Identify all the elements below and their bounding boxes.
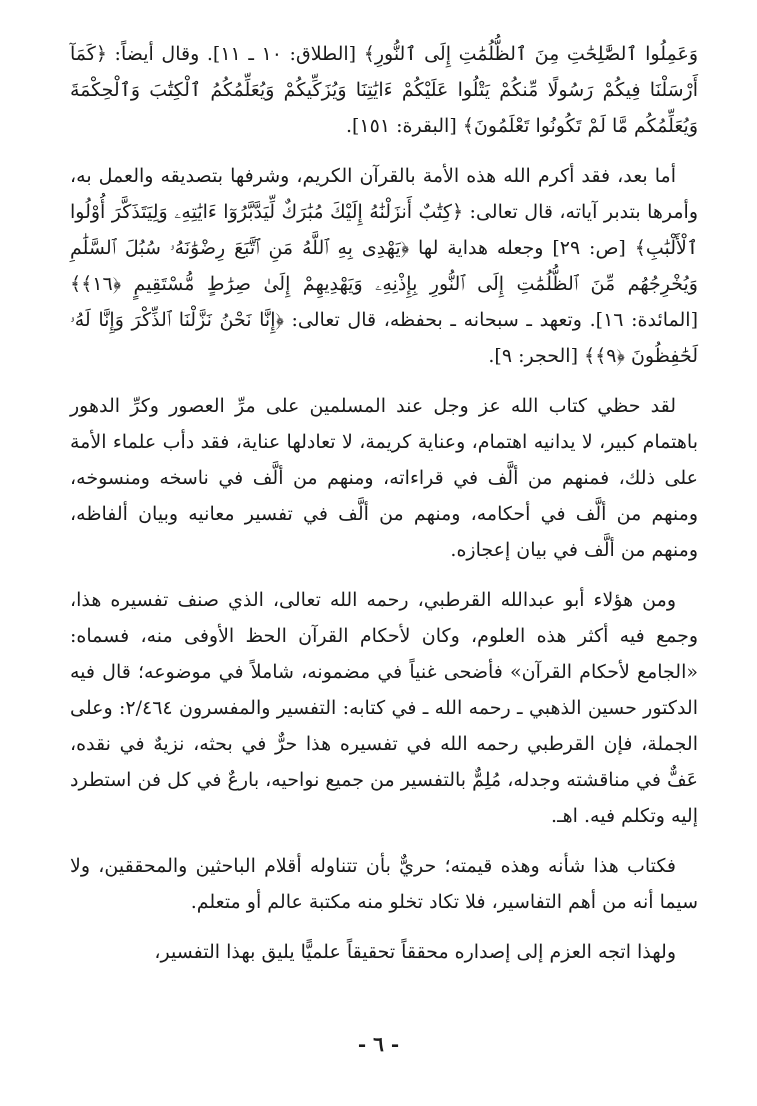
paragraph-book-value: فكتاب هذا شأنه وهذه قيمته؛ حريٌّ بأن تتناوله أقلام الباحثين والمحققين، ولا سيما أنه من أهم التفاسير، فلا تكاد تخلو منه مكتبة عالم أو متعلم. <box>70 855 698 913</box>
paragraph-quran-continuation: وَعَمِلُوا ٱلصَّٰلِحَٰتِ مِنَ ٱلظُّلُمَٰتِ إِلَى ٱلنُّورِ﴾ [الطلاق: ١٠ ـ ١١]. وقال أيضاً: ﴿كَمَآ أَرْسَلْنَا فِيكُمْ رَسُولًا مِّنكُمْ يَتْلُوا عَلَيْكُمْ ءَايَٰتِنَا وَيُزَكِّيكُمْ وَيُعَلِّمُكُمُ ٱلْكِتَٰبَ وَٱلْحِكْمَةَ وَيُعَلِّمُكُم مَّا لَمْ تَكُونُوا تَعْلَمُونَ﴾ [البقرة: ١٥١]. <box>70 43 698 137</box>
page-number: - ٦ - <box>357 1032 400 1056</box>
paragraph-scholars-care: لقد حظي كتاب الله عز وجل عند المسلمين على مرِّ العصور وكرِّ الدهور باهتمام كبير، لا يدانيه اهتمام، وعناية كريمة، لا تعادلها عناية، فقد دأب علماء الأمة على ذلك، فمنهم من ألَّف في قراءاته، ومنهم من ألَّف في ناسخه ومنسوخه، ومنهم من ألَّف في أحكامه، ومنهم من ألَّف في تفسير معانيه وبيان ألفاظه، ومنهم من ألَّف في بيان إعجازه. <box>70 395 698 561</box>
paragraph-qurtubi: ومن هؤلاء أبو عبدالله القرطبي، رحمه الله تعالى، الذي صنف تفسيره هذا، وجمع فيه أكثر هذه العلوم، وكان لأحكام القرآن الحظ الأوفى منه، فسماه: «الجامع لأحكام القرآن» فأضحى غنياً في مضمونه، شاملاً في موضوعه؛ قال فيه الدكتور حسين الذهبي ـ رحمه الله ـ في كتابه: التفسير والمفسرون ٢/٤٦٤: وعلى الجملة، فإن القرطبي رحمه الله في تفسيره هذا حرٌّ في بحثه، نزيهٌ في نقده، عَفٌّ في مناقشته وجدله، مُلِمٌّ بالتفسير من جميع نواحيه، بارعٌ في كل فن استطرد إليه وتكلم فيه. اهـ. <box>70 589 698 827</box>
paragraph-amma-baad: أما بعد، فقد أكرم الله هذه الأمة بالقرآن الكريم، وشرفها بتصديقه والعمل به، وأمرها بتدبر آياته، قال تعالى: ﴿كِتَٰبٌ أَنزَلْنَٰهُ إِلَيْكَ مُبَٰرَكٌ لِّيَدَّبَّرُوٓا ءَايَٰتِهِۦ وَلِيَتَذَكَّرَ أُوْلُوا ٱلْأَلْبَٰبِ﴾ [ص: ٢٩] وجعله هداية لها ﴿يَهْدِى بِهِ ٱللَّهُ مَنِ ٱتَّبَعَ رِضْوَٰنَهُۥ سُبُلَ ٱلسَّلَٰمِ وَيُخْرِجُهُم مِّنَ ٱلظُّلُمَٰتِ إِلَى ٱلنُّورِ بِإِذْنِهِۦ وَيَهْدِيهِمْ إِلَىٰ صِرَٰطٍ مُّسْتَقِيمٍ ﴿١٦﴾﴾ [المائدة: ١٦]. وتعهد ـ سبحانه ـ بحفظه، قال تعالى: ﴿إِنَّا نَحْنُ نَزَّلْنَا ٱلذِّكْرَ وَإِنَّا لَهُۥ لَحَٰفِظُونَ ﴿٩﴾﴾ [الحجر: ٩]. <box>70 165 698 367</box>
page-body <box>70 36 698 984</box>
paragraph-publication-intent: ولهذا اتجه العزم إلى إصداره محققاً تحقيقاً علميًّا يليق بهذا التفسير، <box>154 941 676 963</box>
